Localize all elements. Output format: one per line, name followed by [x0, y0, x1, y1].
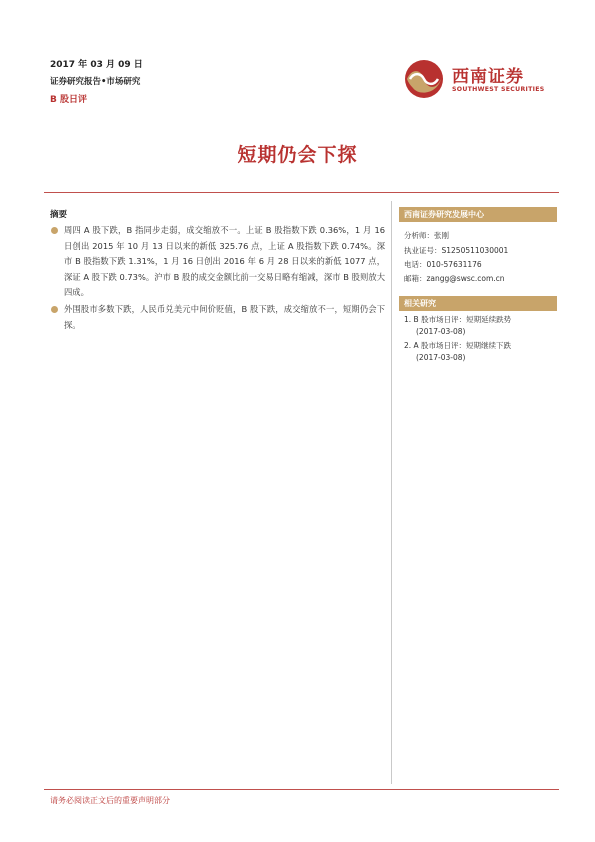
report-date: 2017 年 03 月 09 日: [50, 60, 143, 70]
analyst-license: 执业证号：S1250511030001: [404, 246, 509, 255]
research-center-bar: 西南证券研究发展中心: [399, 207, 557, 222]
analyst-name: 分析师：张刚: [404, 231, 449, 240]
report-type: 证券研究报告•市场研究: [50, 77, 141, 87]
related-item[interactable]: [404, 340, 511, 364]
summary-bullet-text: 外围股市多数下跌，人民币兑美元中间价贬值，B 股下跌，成交缩放不一，短期仍会下探。: [64, 304, 385, 330]
column-divider: [391, 201, 392, 784]
summary-bullet: [50, 223, 385, 301]
related-item-title: 1. B 股市场日评：短期延续跌势: [404, 315, 512, 324]
related-item-date: (2017-03-08): [416, 353, 466, 362]
report-title: 短期仍会下探: [237, 144, 358, 166]
footer-divider: [44, 789, 559, 790]
analyst-email[interactable]: 邮箱：zangg@swsc.com.cn: [404, 274, 505, 283]
related-item-date: (2017-03-08): [416, 327, 466, 336]
related-item[interactable]: [404, 314, 511, 338]
logo-name-en: SOUTHWEST SECURITIES: [452, 86, 545, 93]
summary-bullet-text: 周四 A 股下跌，B 指同步走弱，成交缩放不一。上证 B 股指数下跌 0.36%，1 月 16 日创出 2015 年 10 月 13 日以来的新低 325.76 点，上证 A 股指数下跌 0.74%。深市 B 股指数下跌 1.31%，1 月 16 日创出 2016 年 6 月 28 日以来的新低 1077 点，深证 A 股下跌 0.73%。沪市 B 股的成交金额比前一交易日略有缩减，深市 B 股则放大四成。: [64, 225, 385, 298]
analyst-phone: 电话：010-57631176: [404, 260, 482, 269]
bullet-dot-icon: [51, 306, 58, 313]
logo-name-cn: 西南证券: [452, 67, 524, 87]
summary-heading: 摘要: [50, 210, 68, 220]
bullet-dot-icon: [51, 227, 58, 234]
summary-bullet: [50, 302, 385, 333]
footer-disclaimer: 请务必阅读正文后的重要声明部分: [50, 796, 170, 805]
related-research-bar: 相关研究: [399, 296, 557, 311]
related-item-title: 2. A 股市场日评：短期继续下跌: [404, 341, 512, 350]
header-divider: [44, 192, 559, 193]
logo-emblem-icon: [402, 58, 446, 100]
report-subcategory: B 股日评: [50, 95, 87, 105]
company-logo: [402, 58, 562, 100]
